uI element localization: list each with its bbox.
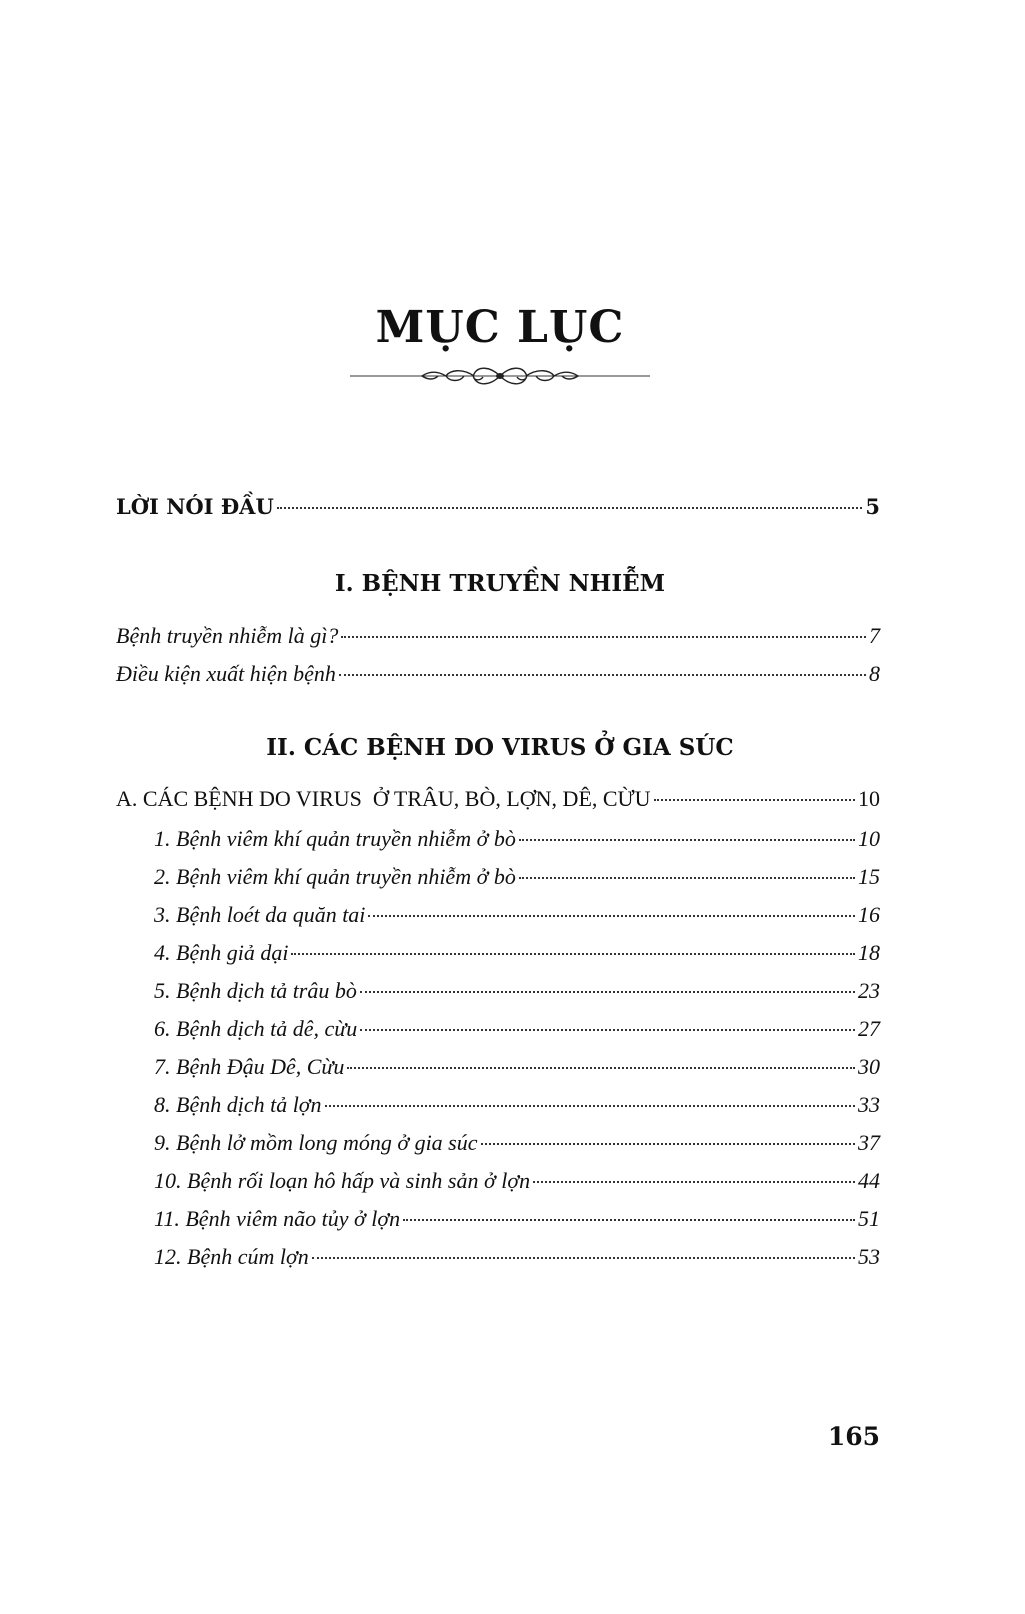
toc-entry-page: 15 [858,864,880,889]
toc-entry-label: 1. Bệnh viêm khí quản truyền nhiễm ở bò [154,826,516,851]
dot-leader [325,1105,855,1107]
toc-entry-page: 23 [858,978,880,1003]
toc-entry[interactable] [116,661,880,687]
toc-entry[interactable] [154,1130,880,1156]
toc-entry[interactable] [154,1168,880,1194]
dot-leader [481,1143,855,1145]
toc-entry-page: 10 [858,826,880,851]
dot-leader [360,1029,855,1031]
toc-entry[interactable] [154,826,880,852]
toc-entry[interactable] [154,1092,880,1118]
toc-entry-page: 16 [858,902,880,927]
toc-entry-intro[interactable] [116,494,880,519]
dot-leader [347,1067,855,1069]
toc-entry-label: 11. Bệnh viêm não tủy ở lợn [154,1206,401,1231]
dot-leader [341,636,866,638]
toc-entry-label: 7. Bệnh Đậu Dê, Cừu [154,1054,345,1079]
toc-entry-page: 33 [858,1092,880,1117]
toc-entry-label: 6. Bệnh dịch tả dê, cừu [154,1016,358,1041]
toc-entry-page: 44 [858,1168,880,1193]
toc-entry-label: 12. Bệnh cúm lợn [154,1244,309,1269]
toc-entry[interactable] [154,1206,880,1232]
toc-entry-page: 10 [858,786,880,811]
toc-entry-label: Điều kiện xuất hiện bệnh [116,661,336,686]
dot-leader [654,799,855,801]
toc-entry-label: 5. Bệnh dịch tả trâu bò [154,978,357,1003]
toc-entry[interactable] [154,864,880,890]
toc-entry-page: 5 [865,494,880,519]
toc-entry[interactable] [154,1244,880,1270]
dot-leader [291,953,855,955]
toc-entry-page: 53 [858,1244,880,1269]
flourish-divider-icon [350,364,650,388]
toc-entry[interactable] [154,902,880,928]
toc-entry-label: 9. Bệnh lở mồm long móng ở gia súc [154,1130,478,1155]
page-title: MỤC LỤC [375,302,625,353]
dot-leader [360,991,855,993]
dot-leader [519,839,855,841]
toc-entry[interactable] [116,623,880,649]
toc-entry-page: 8 [869,661,880,686]
dot-leader [312,1257,855,1259]
toc-entry-page: 7 [869,623,880,648]
dot-leader [277,507,863,509]
toc-entry-label: Bệnh truyền nhiễm là gì? [116,623,339,648]
page-number: 165 [827,1422,880,1451]
dot-leader [519,877,855,879]
toc-entry-label: 8. Bệnh dịch tả lợn [154,1092,322,1117]
toc-entry-section-a[interactable] [116,786,880,812]
dot-leader [403,1219,855,1221]
toc-entry[interactable] [154,978,880,1004]
toc-entry-label: 2. Bệnh viêm khí quản truyền nhiễm ở bò [154,864,516,889]
dot-leader [339,674,866,676]
toc-entry[interactable] [154,1016,880,1042]
toc-entry-label: 4. Bệnh giả dại [154,940,289,965]
dot-leader [368,915,855,917]
toc-entry-label: 10. Bệnh rối loạn hô hấp và sinh sản ở lợn [154,1168,531,1193]
toc-entry-label: LỜI NÓI ĐẦU [116,494,274,519]
toc-entry-label: A. CÁC BỆNH DO VIRUS Ở TRÂU, BÒ, LỢN, DÊ, CỪU [116,786,651,811]
toc-entry[interactable] [154,1054,880,1080]
toc-entry-page: 37 [858,1130,880,1155]
toc-entry-page: 51 [858,1206,880,1231]
toc-entry-page: 18 [858,940,880,965]
toc-entry-page: 30 [858,1054,880,1079]
toc-entry-page: 27 [858,1016,880,1041]
section-heading-part-2: II. CÁC BỆNH DO VIRUS Ở GIA SÚC [266,734,734,761]
section-heading-part-1: I. BỆNH TRUYỀN NHIỄM [334,570,666,597]
toc-entry[interactable] [154,940,880,966]
dot-leader [533,1181,855,1183]
toc-entry-label: 3. Bệnh loét da quăn tai [154,902,366,927]
